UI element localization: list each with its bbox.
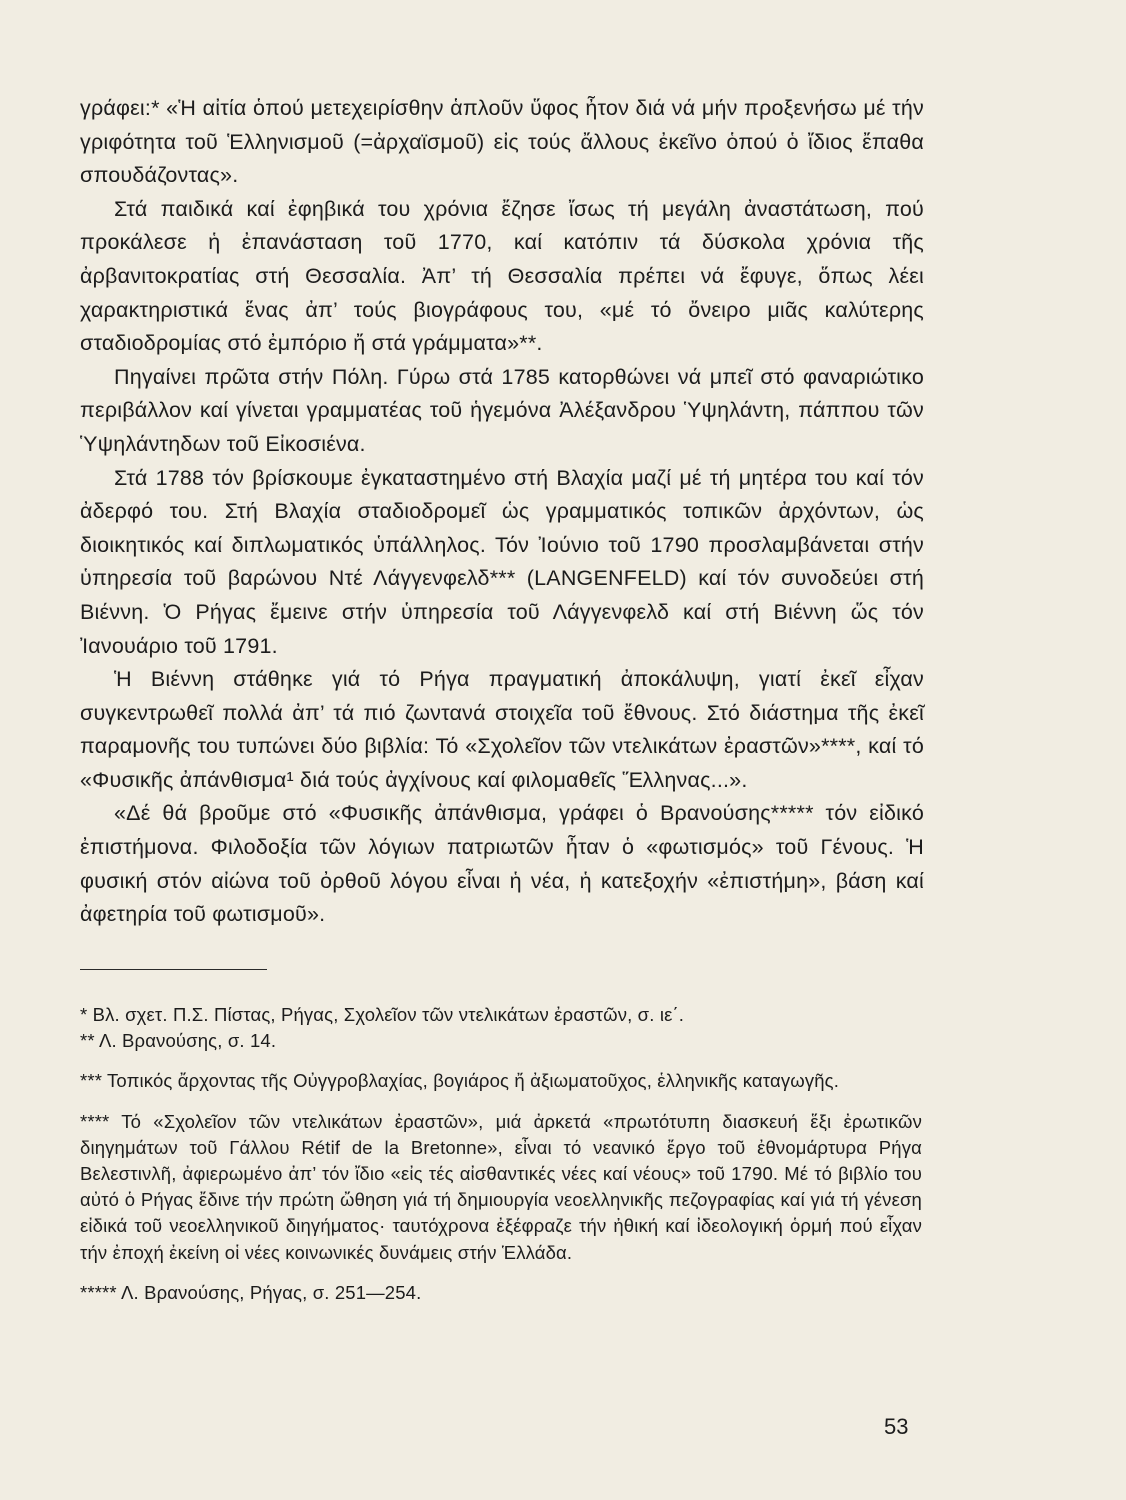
page-number: 53 <box>884 1414 909 1439</box>
footnote-3: *** Τοπικός ἄρχοντας τῆς Οὐγγροβλαχίας, βογιάρος ἤ ἀξιωματοῦχος, ἑλληνικῆς καταγωγῆς. <box>80 1070 840 1092</box>
footnote-divider <box>80 969 267 970</box>
footnotes <box>80 1002 922 1306</box>
footnote-1: * Βλ. σχετ. Π.Σ. Πίστας, Ρήγας, Σχολεῖον τῶν ντελικάτων ἐραστῶν, σ. ιε΄. <box>80 1004 685 1025</box>
paragraph-5: Ἡ Βιέννη στάθηκε γιά τό Ρήγα πραγματική ἀποκάλυψη, γιατί ἐκεῖ εἶχαν συγκεντρωθεῖ πολλά ἀπ’ τά πιό ζωντανά στοιχεῖα τοῦ ἔθνους. Στό διάστημα τῆς ἐκεῖ παραμονῆς του τυπώνει δύο βιβλία: Τό «Σχολεῖον τῶν ντελικάτων ἐραστῶν»****, καί τό «Φυσικῆς ἀπάνθισμα¹ διά τούς ἀγχίνους καί φιλομαθεῖς Ἕλληνας...». <box>80 667 924 792</box>
footnote-5: ***** Λ. Βρανούσης, Ρήγας, σ. 251—254. <box>80 1281 422 1303</box>
main-text <box>80 92 924 932</box>
footnote-4: **** Τό «Σχολεῖον τῶν ντελικάτων ἐραστῶν», μιά ἀρκετά «πρωτότυπη διασκευή ἕξι ἐρωτικῶν διηγημάτων τοῦ Γάλλου Rétif de la Bretonne», εἶναι τό νεανικό ἔργο τοῦ ἐθνομάρτυρα Ρήγα Βελεστινλῆ, ἀφιερωμένο ἀπ’ τόν ἴδιο «εἰς τές αἰσθαντικές νέες καί νέους» τοῦ 1790. Μέ τό βιβλίο του αὐτό ὁ Ρήγας ἔδινε τήν πρώτη ὤθηση γιά τή δημιουργία νεοελληνικῆς πεζογραφίας καί γιά τή γένεση εἰδικά τοῦ νεοελληνικοῦ διηγήματος· ταυτόχρονα ἐξέφραζε τήν ἠθική καί ἰδεολογική ὁρμή πού εἶχαν τήν ἐποχή ἐκείνη οἱ νέες κοινωνικές δυνάμεις στήν Ἑλλάδα. <box>80 1110 922 1263</box>
paragraph-1: γράφει:* «Ἡ αἰτία ὁπού μετεχειρίσθην ἁπλοῦν ὕφος ἦτον διά νά μήν προξενήσω μέ τήν γριφότητα τοῦ Ἑλληνισμοῦ (=ἀρχαϊσμοῦ) εἰς τούς ἄλλους ἐκεῖνο ὁπού ὁ ἴδιος ἔπαθα σπουδάζοντας». <box>80 96 924 188</box>
paragraph-3: Πηγαίνει πρῶτα στήν Πόλη. Γύρω στά 1785 κατορθώνει νά μπεῖ στό φαναριώτικο περιβάλλον καί γίνεται γραμματέας τοῦ ἡγεμόνα Ἀλέξανδρου Ὑψηλάντη, πάππου τῶν Ὑψηλάντηδων τοῦ Εἰκοσιένα. <box>80 364 924 456</box>
paragraph-6: «Δέ θά βροῦμε στό «Φυσικῆς ἀπάνθισμα, γράφει ὁ Βρανούσης***** τόν εἰδικό ἐπιστήμονα. Φιλοδοξία τῶν λόγιων πατριωτῶν ἦταν ὁ «φωτισμός» τοῦ Γένους. Ἡ φυσική στόν αἰώνα τοῦ ὀρθοῦ λόγου εἶναι ἡ νέα, ἡ κατεξοχήν «ἐπιστήμη», βάση καί ἀφετηρία τοῦ φωτισμοῦ». <box>80 801 924 927</box>
paragraph-2: Στά παιδικά καί ἐφηβικά του χρόνια ἔζησε ἴσως τή μεγάλη ἀναστάτωση, πού προκάλεσε ἡ ἐπανάσταση τοῦ 1770, καί κατόπιν τά δύσκολα χρόνια τῆς ἀρβανιτοκρατίας στή Θεσσαλία. Ἀπ’ τή Θεσσαλία πρέπει νά ἔφυγε, ὅπως λέει χαρακτηριστικά ἕνας ἀπ’ τούς βιογράφους του, «μέ τό ὄνειρο μιᾶς καλύτερης σταδιοδρομίας στό ἐμπόριο ἤ στά γράμματα»**. <box>80 196 924 356</box>
paragraph-4: Στά 1788 τόν βρίσκουμε ἐγκαταστημένο στή Βλαχία μαζί μέ τή μητέρα του καί τόν ἀδερφό του. Στή Βλαχία σταδιοδρομεῖ ὡς γραμματικός τοπικῶν ἀρχόντων, ὡς διοικητικός καί διπλωματικός ὑπάλληλος. Τόν Ἰούνιο τοῦ 1790 προσλαμβάνεται στήν ὑπηρεσία τοῦ βαρώνου Ντέ Λάγγενφελδ*** (LANGENFELD) καί τόν συνοδεύει στή Βιέννη. Ὁ Ρήγας ἔμεινε στήν ὑπηρεσία τοῦ Λάγγενφελδ καί στή Βιέννη ὥς τόν Ἰανουάριο τοῦ 1791. <box>80 465 924 658</box>
footnote-2: ** Λ. Βρανούσης, σ. 14. <box>80 1030 277 1052</box>
